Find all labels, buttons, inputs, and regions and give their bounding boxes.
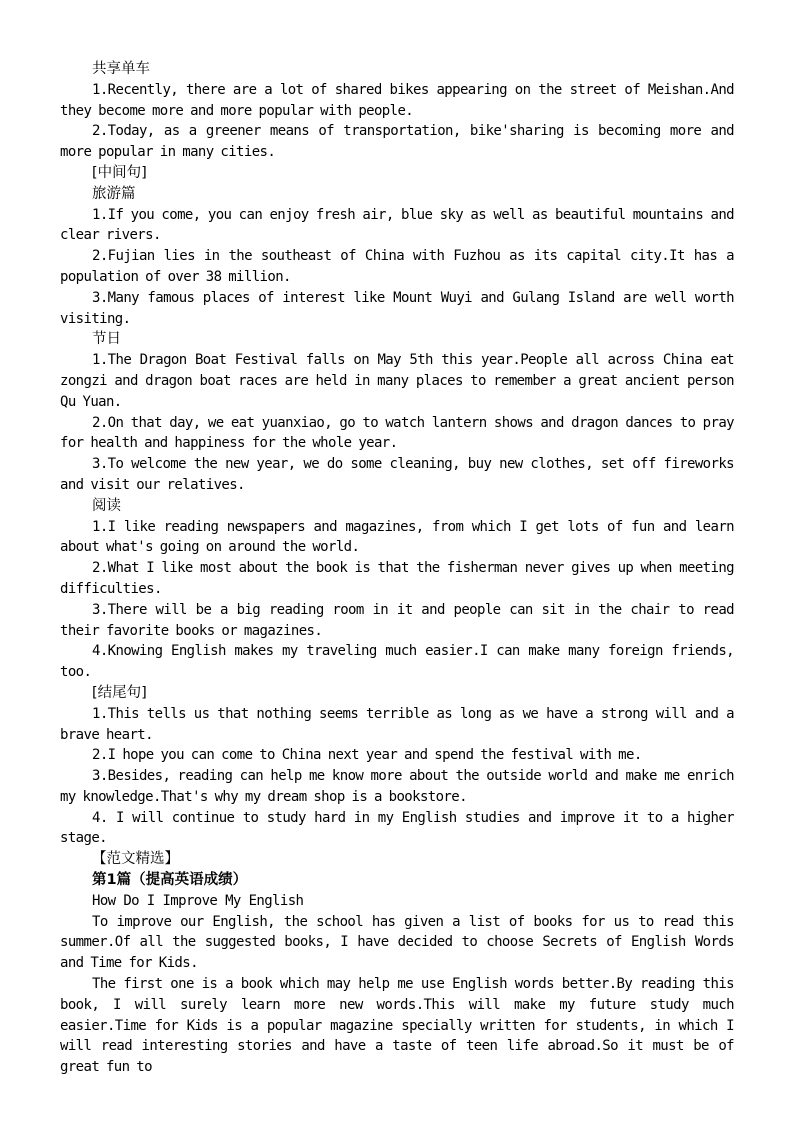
- section-heading-ending: [结尾句]: [92, 684, 147, 701]
- ending-item-4: 4. I will continue to study hard in my English studies and improve it to a higher stage.: [60, 809, 734, 847]
- travel-item-2: 2.Fujian lies in the southeast of China with Fuzhou as its capital city.It has a population of over 38 million.: [60, 248, 734, 285]
- travel-item-1: 1.If you come, you can enjoy fresh air, blue sky as well as beautiful mountains and clear rivers.: [60, 206, 734, 244]
- reading-item-4: 4.Knowing English makes my traveling much easier.I can make many foreign friends, too.: [60, 643, 734, 681]
- festivals-item-1: 1.The Dragon Boat Festival falls on May 5th this year.People all across China eat zongzi and dragon boat races are held in many places to remember a great ancient person Qu Yuan.: [60, 352, 734, 410]
- festivals-item-3: 3.To welcome the new year, we do some cleaning, buy new clothes, set off fireworks and visit our relatives.: [60, 456, 734, 493]
- essay-english-title: How Do I Improve My English: [92, 892, 304, 909]
- reading-item-1: 1.I like reading newspapers and magazines, from which I get lots of fun and learn about what's going on around the world.: [60, 518, 734, 556]
- ending-item-2: 2.I hope you can come to China next year and spend the festival with me.: [92, 747, 642, 764]
- reading-item-2: 2.What I like most about the book is that the fisherman never gives up when meeting difficulties.: [60, 560, 734, 597]
- section-heading-middle: [中间句]: [92, 164, 147, 181]
- ending-item-1: 1.This tells us that nothing seems terrible as long as we have a strong will and a brave heart.: [60, 705, 734, 743]
- travel-item-3: 3.Many famous places of interest like Mount Wuyi and Gulang Island are well worth visiting.: [60, 289, 734, 327]
- section-heading-sample: 【范文精选】: [92, 851, 179, 868]
- reading-item-3: 3.There will be a big reading room in it and people can sit in the chair to read their favorite books or magazines.: [60, 601, 734, 639]
- section-heading-reading: 阅读: [92, 497, 121, 514]
- section-heading-travel: 旅游篇: [92, 185, 136, 202]
- section-heading-shared-bikes: 共享单车: [92, 61, 150, 77]
- section-heading-festivals: 节日: [92, 331, 121, 348]
- document-page: [60, 59, 734, 1078]
- shared-bikes-item-2: 2.Today, as a greener means of transportation, bike'sharing is becoming more and more popular in many cities.: [60, 123, 734, 161]
- festivals-item-2: 2.On that day, we eat yuanxiao, go to watch lantern shows and dragon dances to pray for health and happiness for the whole year.: [60, 414, 734, 452]
- shared-bikes-item-1: 1.Recently, there are a lot of shared bikes appearing on the street of Meishan.And they become more and more popular with people.: [60, 81, 734, 119]
- ending-item-3: 3.Besides, reading can help me know more about the outside world and make me enrich my knowledge.That's why my dream shop is a bookstore.: [60, 768, 734, 805]
- essay-title: 第1篇（提高英语成绩）: [92, 872, 248, 889]
- essay-paragraph-1: To improve our English, the school has given a list of books for us to read this summer.Of all the suggested books, I have decided to choose Secrets of English Words and Time for Kids.: [60, 913, 734, 972]
- essay-paragraph-2: The first one is a book which may help me use English words better.By reading this book, I will surely learn more new words.This will make my future study much easier.Time for Kids is a popular magazine specially written for students, in which I will read interesting stories and have a taste of teen life abroad.So it must be of great fun to: [60, 976, 734, 1076]
